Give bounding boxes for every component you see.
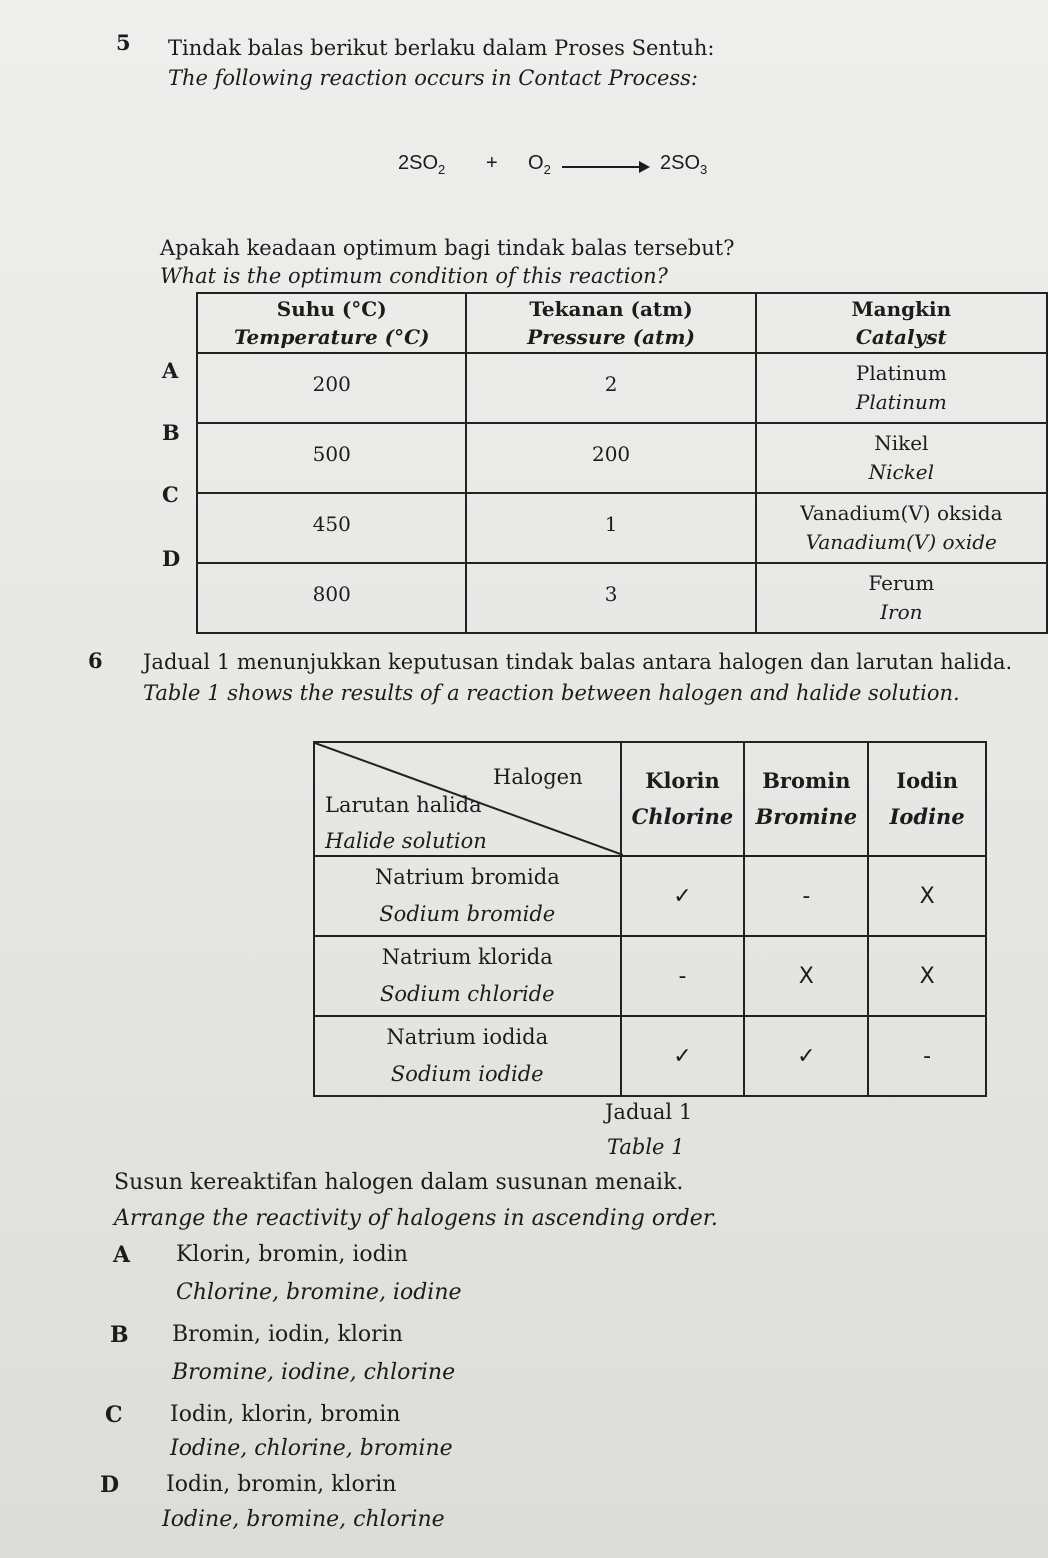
corner-halogen-label: Halogen <box>493 765 583 789</box>
corner-halide-label-ms: Larutan halida <box>325 793 482 817</box>
option-c-label: C <box>162 482 179 507</box>
header-catalyst-en: Catalyst <box>855 325 947 349</box>
temperature-cell: 500 <box>197 423 466 493</box>
question-6-stem-en: Table 1 shows the results of a reaction between halogen and halide solution. <box>143 681 960 705</box>
header-iodine-en: Iodine <box>889 804 965 829</box>
table-caption-en: Table 1 <box>607 1135 685 1159</box>
pressure-cell: 2 <box>466 353 755 423</box>
equation-reactant-so2: $2SO_2$ <box>398 152 446 177</box>
equation-plus: + <box>486 152 498 174</box>
header-temperature <box>197 293 466 353</box>
pressure-cell: 200 <box>466 423 755 493</box>
pressure-cell: 1 <box>466 493 755 563</box>
header-pressure <box>466 293 755 353</box>
table-row <box>197 423 1047 493</box>
pressure-cell: 3 <box>466 563 755 633</box>
header-bromine-ms: Bromin <box>762 768 851 793</box>
option-d-text-en: Iodine, bromine, chlorine <box>162 1507 445 1532</box>
result-cell: ✓ <box>744 1016 868 1096</box>
header-iodine <box>868 742 986 856</box>
option-a-label: A <box>162 358 179 383</box>
table-caption-ms: Jadual 1 <box>605 1100 693 1124</box>
option-c-text-ms: Iodin, klorin, bromin <box>170 1402 401 1427</box>
result-cell: ✓ <box>621 1016 745 1096</box>
option-a-text-en: Chlorine, bromine, iodine <box>176 1280 462 1305</box>
result-cell: X <box>744 936 868 1016</box>
header-iodine-ms: Iodin <box>896 768 959 793</box>
header-bromine <box>744 742 868 856</box>
result-cell: - <box>868 1016 986 1096</box>
option-d-label: D <box>162 546 181 571</box>
catalyst-en: Vanadium(V) oxide <box>805 530 997 554</box>
header-temperature-en: Temperature (°C) <box>233 325 430 349</box>
result-cell: X <box>868 856 986 936</box>
header-temperature-ms: Suhu (°C) <box>276 297 387 321</box>
question-5-stem-ms: Tindak balas berikut berlaku dalam Proses Sentuh: <box>168 36 715 60</box>
result-cell: ✓ <box>621 856 745 936</box>
table-row <box>314 1016 986 1096</box>
halide-cell <box>314 1016 621 1096</box>
question-6-number: 6 <box>88 648 103 673</box>
option-b-letter: B <box>110 1322 129 1348</box>
option-b-label: B <box>162 420 180 445</box>
temperature-cell: 200 <box>197 353 466 423</box>
corner-halide-label-en: Halide solution <box>325 829 487 853</box>
option-a-letter: A <box>113 1242 131 1268</box>
table-row <box>197 353 1047 423</box>
catalyst-cell <box>756 493 1047 563</box>
catalyst-en: Iron <box>880 600 923 624</box>
halide-cell <box>314 936 621 1016</box>
result-cell: - <box>621 936 745 1016</box>
header-catalyst <box>756 293 1047 353</box>
option-d-letter: D <box>100 1472 120 1498</box>
catalyst-ms: Ferum <box>868 571 935 595</box>
result-cell: X <box>868 936 986 1016</box>
temperature-cell: 450 <box>197 493 466 563</box>
table-row <box>197 493 1047 563</box>
catalyst-cell <box>756 353 1047 423</box>
question-6-prompt-ms: Susun kereaktifan halogen dalam susunan menaik. <box>114 1170 684 1195</box>
result-cell: - <box>744 856 868 936</box>
question-5-stem-en: The following reaction occurs in Contact Process: <box>168 66 699 90</box>
equation-product-so3: $2SO_3$ <box>660 152 708 177</box>
question-6-prompt-en: Arrange the reactivity of halogens in ascending order. <box>114 1206 718 1231</box>
table-row <box>314 856 986 936</box>
catalyst-cell <box>756 563 1047 633</box>
catalyst-en: Platinum <box>855 390 947 414</box>
halogen-results-table <box>313 741 987 1097</box>
header-chlorine-ms: Klorin <box>645 768 720 793</box>
header-bromine-en: Bromine <box>755 804 858 829</box>
table-header-row <box>197 293 1047 353</box>
question-6-stem-ms: Jadual 1 menunjukkan keputusan tindak balas antara halogen dan larutan halida. <box>143 650 1013 674</box>
table-row <box>197 563 1047 633</box>
halide-ms: Natrium bromida <box>374 865 560 889</box>
header-chlorine-en: Chlorine <box>631 804 734 829</box>
temperature-cell: 800 <box>197 563 466 633</box>
corner-header-cell <box>314 742 621 856</box>
halide-en: Sodium bromide <box>379 902 556 926</box>
halide-cell <box>314 856 621 936</box>
option-c-letter: C <box>105 1402 123 1428</box>
catalyst-cell <box>756 423 1047 493</box>
question-5-prompt-en: What is the optimum condition of this reaction? <box>160 264 668 288</box>
question-5-prompt-ms: Apakah keadaan optimum bagi tindak balas tersebut? <box>160 236 735 260</box>
option-c-text-en: Iodine, chlorine, bromine <box>170 1436 453 1461</box>
equation-reactant-o2: $O_2$ <box>528 152 551 177</box>
halide-en: Sodium chloride <box>379 982 555 1006</box>
catalyst-en: Nickel <box>868 460 935 484</box>
header-chlorine <box>621 742 745 856</box>
catalyst-ms: Nikel <box>874 431 929 455</box>
table-header-row <box>314 742 986 856</box>
header-pressure-en: Pressure (atm) <box>527 325 695 349</box>
option-d-text-ms: Iodin, bromin, klorin <box>166 1472 397 1497</box>
halide-ms: Natrium iodida <box>386 1025 549 1049</box>
catalyst-ms: Vanadium(V) oksida <box>800 501 1003 525</box>
header-pressure-ms: Tekanan (atm) <box>529 297 693 321</box>
catalyst-ms: Platinum <box>855 361 947 385</box>
table-row <box>314 936 986 1016</box>
reaction-arrow-icon <box>562 166 648 168</box>
conditions-table <box>196 292 1048 634</box>
option-a-text-ms: Klorin, bromin, iodin <box>176 1242 408 1267</box>
option-b-text-en: Bromine, iodine, chlorine <box>172 1360 456 1385</box>
halide-ms: Natrium klorida <box>381 945 553 969</box>
halide-en: Sodium iodide <box>390 1062 544 1086</box>
header-catalyst-ms: Mangkin <box>851 297 952 321</box>
question-5-number: 5 <box>116 30 131 55</box>
option-b-text-ms: Bromin, iodin, klorin <box>172 1322 403 1347</box>
